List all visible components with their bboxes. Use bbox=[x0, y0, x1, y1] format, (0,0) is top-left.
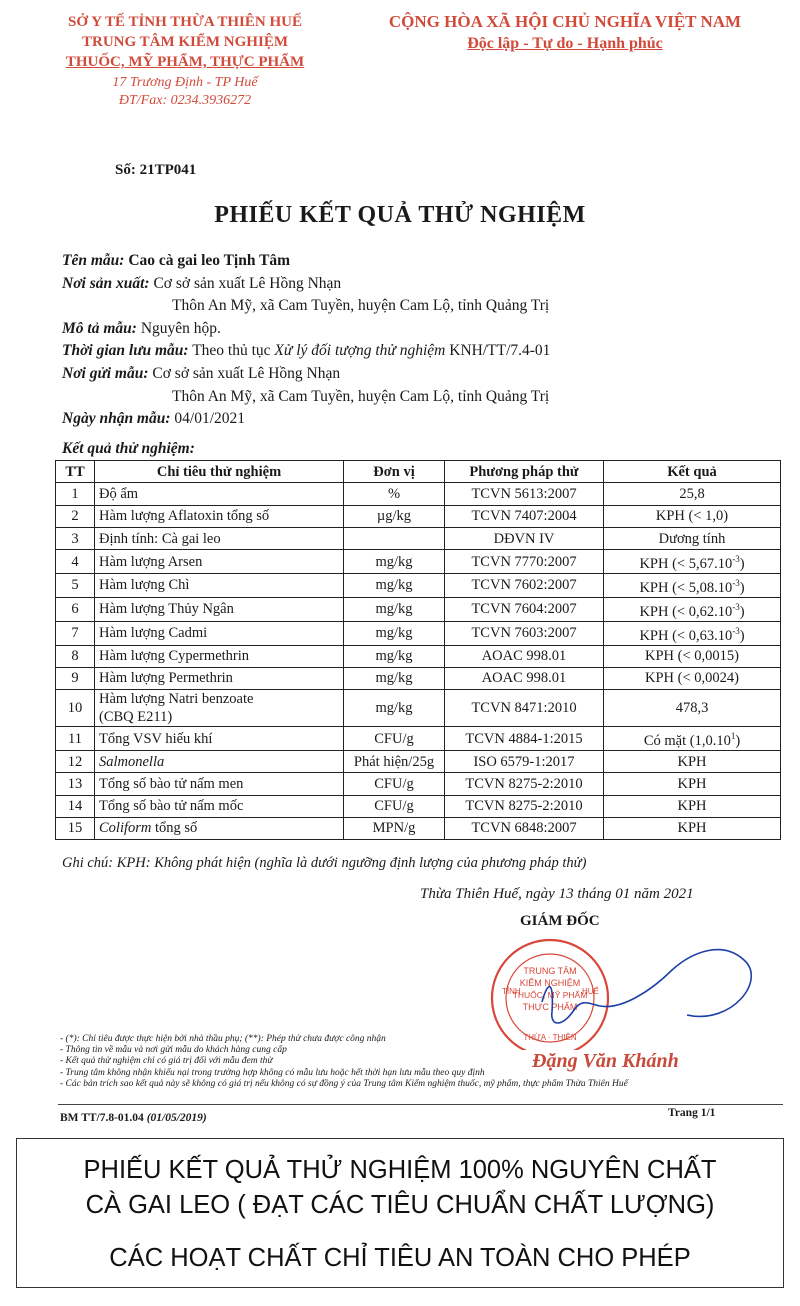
table-row bbox=[56, 690, 781, 727]
row-result bbox=[604, 690, 781, 727]
criteria-text: Hàm lượng Chì bbox=[99, 577, 190, 594]
row-criteria bbox=[95, 645, 344, 667]
signer-name: Đặng Văn Khánh bbox=[532, 1050, 679, 1072]
row-criteria bbox=[95, 727, 344, 751]
footnote-2: - Thông tin về mẫu và nơi gửi mẫu do khách hàng cung cấp bbox=[60, 1045, 287, 1056]
storage-code: KNH/TT/7.4-01 bbox=[449, 342, 551, 360]
form-code: BM TT/7.8-01.04 bbox=[60, 1112, 144, 1124]
table-row bbox=[56, 773, 781, 795]
result-text: KPH (< 0,63.10 bbox=[639, 627, 733, 644]
row-method: TCVN 7770:2007 bbox=[445, 550, 604, 574]
row-result bbox=[604, 795, 781, 817]
row-result bbox=[604, 667, 781, 689]
table-row bbox=[56, 527, 781, 549]
row-unit: mg/kg bbox=[344, 574, 445, 598]
results-table bbox=[55, 460, 781, 840]
table-row bbox=[56, 817, 781, 839]
row-result bbox=[604, 550, 781, 574]
table-row bbox=[56, 750, 781, 772]
row-criteria bbox=[95, 817, 344, 839]
result-text: KPH (< 0,0015) bbox=[645, 648, 739, 665]
table-row bbox=[56, 597, 781, 621]
received-label: Ngày nhận mẫu: bbox=[62, 410, 171, 428]
result-tail: ) bbox=[739, 603, 745, 620]
sample-name-label: Tên mẫu: bbox=[62, 252, 125, 269]
storage-procedure: Xử lý đối tượng thử nghiệm bbox=[274, 342, 446, 360]
table-row bbox=[56, 505, 781, 527]
row-tt: 8 bbox=[56, 645, 95, 667]
row-criteria bbox=[95, 667, 344, 689]
sample-name-row bbox=[62, 250, 782, 273]
table-row bbox=[56, 574, 781, 598]
row-result bbox=[604, 597, 781, 621]
row-result bbox=[604, 727, 781, 751]
row-criteria bbox=[95, 621, 344, 645]
row-criteria bbox=[95, 527, 344, 549]
row-method: ISO 6579-1:2017 bbox=[445, 750, 604, 772]
criteria-text: Tổng số bào tử nấm mốc bbox=[99, 798, 244, 815]
row-criteria bbox=[95, 690, 344, 727]
row-method: TCVN 8275-2:2010 bbox=[445, 773, 604, 795]
row-unit: mg/kg bbox=[344, 690, 445, 727]
table-header-row bbox=[56, 461, 781, 483]
footnote-3: - Kết quả thử nghiệm chỉ có giá trị đối với mẫu đem thử bbox=[60, 1056, 273, 1067]
row-criteria bbox=[95, 773, 344, 795]
result-text: Có mặt (1,0.10 bbox=[643, 732, 731, 749]
result-exponent: 1 bbox=[730, 731, 736, 742]
result-tail: ) bbox=[739, 556, 745, 573]
stamp-l2: KIỂM NGHIỆM bbox=[519, 978, 581, 988]
stamp-ring-left: TỈNH bbox=[502, 987, 521, 996]
row-unit: mg/kg bbox=[344, 597, 445, 621]
row-method: AOAC 998.01 bbox=[445, 667, 604, 689]
row-tt: 9 bbox=[56, 667, 95, 689]
row-unit: MPN/g bbox=[344, 817, 445, 839]
row-result bbox=[604, 527, 781, 549]
row-unit: Phát hiện/25g bbox=[344, 750, 445, 772]
row-criteria bbox=[95, 750, 344, 772]
row-tt: 7 bbox=[56, 621, 95, 645]
result-exponent: -3 bbox=[732, 625, 740, 636]
row-unit: mg/kg bbox=[344, 621, 445, 645]
result-text: KPH bbox=[677, 820, 707, 837]
row-unit: mg/kg bbox=[344, 645, 445, 667]
sample-info bbox=[62, 250, 782, 431]
stamp-ring-bottom: THỪA · THIÊN bbox=[523, 1033, 577, 1042]
row-unit: CFU/g bbox=[344, 773, 445, 795]
national-title: CỘNG HÒA XÃ HỘI CHỦ NGHĨA VIỆT NAM bbox=[388, 12, 742, 31]
header-method: Phương pháp thử bbox=[445, 461, 604, 483]
results-label: Kết quả thử nghiệm: bbox=[62, 440, 195, 457]
result-text: KPH (< 0,62.10 bbox=[639, 603, 733, 620]
result-text: KPH (< 0,0024) bbox=[645, 670, 739, 687]
producer-row bbox=[62, 273, 782, 296]
result-text: KPH (< 5,08.10 bbox=[639, 579, 733, 596]
criteria-text: Định tính: Cà gai leo bbox=[99, 530, 221, 547]
row-unit: mg/kg bbox=[344, 550, 445, 574]
result-text: KPH (< 5,67.10 bbox=[639, 556, 733, 573]
sender-row bbox=[62, 363, 782, 386]
row-tt: 10 bbox=[56, 690, 95, 727]
received-row bbox=[62, 408, 782, 431]
footnote-1: - (*): Chỉ tiêu được thực hiện bởi nhà thầu phụ; (**): Phép thử chưa được công nhận bbox=[60, 1034, 386, 1044]
result-exponent: -3 bbox=[732, 578, 740, 589]
agency-address: 17 Trương Định - TP Huế bbox=[112, 75, 258, 90]
criteria-text: Hàm lượng Cypermethrin bbox=[99, 648, 250, 665]
national-motto: Độc lập - Tự do - Hạnh phúc bbox=[467, 35, 663, 52]
description-row bbox=[62, 318, 782, 341]
storage-label: Thời gian lưu mẫu: bbox=[62, 342, 189, 360]
row-result bbox=[604, 773, 781, 795]
result-tail: ) bbox=[739, 579, 745, 596]
row-criteria bbox=[95, 550, 344, 574]
result-exponent: -3 bbox=[732, 554, 740, 565]
row-method: TCVN 5613:2007 bbox=[445, 483, 604, 505]
result-text: Dương tính bbox=[658, 530, 726, 547]
stamp-l3: THUỐC, MỸ PHẨM bbox=[512, 990, 588, 1000]
stamp-ring-right: HUẾ bbox=[582, 987, 599, 996]
header-criteria: Chỉ tiêu thử nghiệm bbox=[95, 461, 344, 483]
row-method: DĐVN IV bbox=[445, 527, 604, 549]
result-exponent: -3 bbox=[732, 601, 740, 612]
stamp-l4: THỰC PHẨM bbox=[522, 1002, 578, 1012]
row-unit: µg/kg bbox=[344, 505, 445, 527]
row-unit: CFU/g bbox=[344, 795, 445, 817]
row-criteria bbox=[95, 795, 344, 817]
row-criteria bbox=[95, 483, 344, 505]
header-result: Kết quả bbox=[604, 461, 781, 483]
document-number: Số: 21TP041 bbox=[115, 162, 197, 178]
table-row bbox=[56, 550, 781, 574]
row-tt: 11 bbox=[56, 727, 95, 751]
criteria-text: Coliform bbox=[99, 820, 152, 837]
received-value: 04/01/2021 bbox=[174, 410, 246, 428]
footnote-5: - Các bản trích sao kết quả này sẽ không có giá trị nếu không có sự đồng ý của Trung tâm Kiểm nghiệm thuốc, mỹ phẩm, thực phẩm Thừa Thiên Huế bbox=[60, 1078, 628, 1089]
row-criteria bbox=[95, 597, 344, 621]
result-text: 478,3 bbox=[675, 700, 709, 717]
page-number: Trang 1/1 bbox=[668, 1107, 716, 1119]
row-result bbox=[604, 483, 781, 505]
row-tt: 4 bbox=[56, 550, 95, 574]
row-result bbox=[604, 574, 781, 598]
promo-banner bbox=[16, 1138, 784, 1288]
row-result bbox=[604, 621, 781, 645]
row-method: AOAC 998.01 bbox=[445, 645, 604, 667]
row-method: TCVN 8471:2010 bbox=[445, 690, 604, 727]
criteria-tail: tổng số bbox=[151, 820, 198, 837]
row-result bbox=[604, 645, 781, 667]
row-tt: 12 bbox=[56, 750, 95, 772]
table-row bbox=[56, 667, 781, 689]
form-code-line bbox=[60, 1112, 207, 1124]
row-result bbox=[604, 750, 781, 772]
table-row bbox=[56, 727, 781, 751]
producer-address: Thôn An Mỹ, xã Cam Tuyền, huyện Cam Lộ, tỉnh Quảng Trị bbox=[172, 297, 550, 315]
agency-header bbox=[20, 12, 350, 110]
criteria-text: Hàm lượng Aflatoxin tổng số bbox=[99, 508, 270, 525]
results-body bbox=[56, 483, 781, 840]
row-tt: 3 bbox=[56, 527, 95, 549]
agency-line-3: THUỐC, MỸ PHẨM, THỰC PHẨM bbox=[65, 54, 305, 70]
document-title: PHIẾU KẾT QUẢ THỬ NGHIỆM bbox=[214, 202, 586, 228]
sender-value: Cơ sở sản xuất Lê Hồng Nhạn bbox=[152, 364, 341, 382]
row-method: TCVN 7603:2007 bbox=[445, 621, 604, 645]
result-text: KPH bbox=[677, 753, 707, 770]
agency-line-1: SỞ Y TẾ TỈNH THỪA THIÊN HUẾ bbox=[68, 14, 302, 30]
row-tt: 1 bbox=[56, 483, 95, 505]
sample-name-value: Cao cà gai leo Tịnh Tâm bbox=[128, 252, 291, 269]
row-method: TCVN 8275-2:2010 bbox=[445, 795, 604, 817]
banner-line-3: CÁC HOẠT CHẤT CHỈ TIÊU AN TOÀN CHO PHÉP bbox=[109, 1244, 691, 1272]
row-tt: 14 bbox=[56, 795, 95, 817]
criteria-text: Hàm lượng Natri benzoate bbox=[99, 691, 254, 708]
row-criteria bbox=[95, 574, 344, 598]
producer-value: Cơ sở sản xuất Lê Hồng Nhạn bbox=[153, 274, 342, 292]
sender-label: Nơi gửi mẫu: bbox=[62, 364, 149, 382]
row-method: TCVN 4884-1:2015 bbox=[445, 727, 604, 751]
row-unit: CFU/g bbox=[344, 727, 445, 751]
header-tt: TT bbox=[56, 461, 95, 483]
row-tt: 6 bbox=[56, 597, 95, 621]
row-unit: % bbox=[344, 483, 445, 505]
criteria-text: Tổng số bào tử nấm men bbox=[99, 775, 244, 792]
row-unit bbox=[344, 527, 445, 549]
table-row bbox=[56, 645, 781, 667]
row-result bbox=[604, 817, 781, 839]
result-text: KPH bbox=[677, 775, 707, 792]
row-tt: 15 bbox=[56, 817, 95, 839]
storage-row bbox=[62, 340, 782, 363]
form-date: (01/05/2019) bbox=[146, 1112, 207, 1124]
result-text: KPH bbox=[677, 798, 707, 815]
criteria-text: Độ ẩm bbox=[99, 485, 139, 502]
criteria-line-2: (CBQ E211) bbox=[99, 709, 173, 726]
producer-label: Nơi sản xuất: bbox=[62, 274, 150, 292]
row-method: TCVN 7602:2007 bbox=[445, 574, 604, 598]
footnote-4: - Trung tâm không nhận khiếu nại trong trường hợp không có mẫu lưu hoặc hết thời hạn lưu mẫu theo quy định bbox=[60, 1067, 485, 1078]
sender-address: Thôn An Mỹ, xã Cam Tuyền, huyện Cam Lộ, tỉnh Quảng Trị bbox=[172, 387, 550, 405]
national-header bbox=[355, 10, 775, 54]
footer-divider bbox=[58, 1104, 783, 1105]
criteria-text: Hàm lượng Permethrin bbox=[99, 670, 233, 687]
row-tt: 13 bbox=[56, 773, 95, 795]
result-text: 25,8 bbox=[679, 485, 705, 502]
criteria-text: Tổng VSV hiếu khí bbox=[99, 730, 213, 747]
row-unit: mg/kg bbox=[344, 667, 445, 689]
criteria-text: Hàm lượng Arsen bbox=[99, 553, 203, 570]
result-tail: ) bbox=[739, 627, 745, 644]
header-unit: Đơn vị bbox=[344, 461, 445, 483]
criteria-text: Hàm lượng Cadmi bbox=[99, 625, 208, 642]
description-value: Nguyên hộp. bbox=[140, 319, 221, 337]
row-method: TCVN 6848:2007 bbox=[445, 817, 604, 839]
criteria-text: Salmonella bbox=[99, 753, 165, 770]
agency-phone: ĐT/Fax: 0234.3936272 bbox=[118, 93, 252, 108]
row-method: TCVN 7604:2007 bbox=[445, 597, 604, 621]
row-tt: 2 bbox=[56, 505, 95, 527]
note: Ghi chú: KPH: Không phát hiện (nghĩa là dưới ngưỡng định lượng của phương pháp thử) bbox=[62, 855, 587, 871]
stamp-top: TRUNG TÂM bbox=[523, 966, 577, 976]
table-row bbox=[56, 795, 781, 817]
row-tt: 5 bbox=[56, 574, 95, 598]
storage-pre: Theo thủ tục bbox=[192, 342, 271, 360]
signer-title: GIÁM ĐỐC bbox=[520, 913, 600, 929]
result-text: KPH (< 1,0) bbox=[655, 508, 729, 525]
row-result bbox=[604, 505, 781, 527]
date-line: Thừa Thiên Huế, ngày 13 tháng 01 năm 2021 bbox=[420, 886, 694, 902]
description-label: Mô tả mẫu: bbox=[62, 319, 137, 337]
agency-line-2: TRUNG TÂM KIỂM NGHIỆM bbox=[82, 34, 288, 50]
table-row bbox=[56, 621, 781, 645]
criteria-text: Hàm lượng Thủy Ngân bbox=[99, 601, 234, 618]
row-method: TCVN 7407:2004 bbox=[445, 505, 604, 527]
banner-line-1: PHIẾU KẾT QUẢ THỬ NGHIỆM 100% NGUYÊN CHẤT bbox=[83, 1156, 717, 1184]
row-criteria bbox=[95, 505, 344, 527]
result-tail: ) bbox=[735, 732, 741, 749]
official-stamp bbox=[482, 930, 782, 1050]
table-row bbox=[56, 483, 781, 505]
banner-line-2: CÀ GAI LEO ( ĐẠT CÁC TIÊU CHUẨN CHẤT LƯỢNG) bbox=[85, 1191, 715, 1219]
